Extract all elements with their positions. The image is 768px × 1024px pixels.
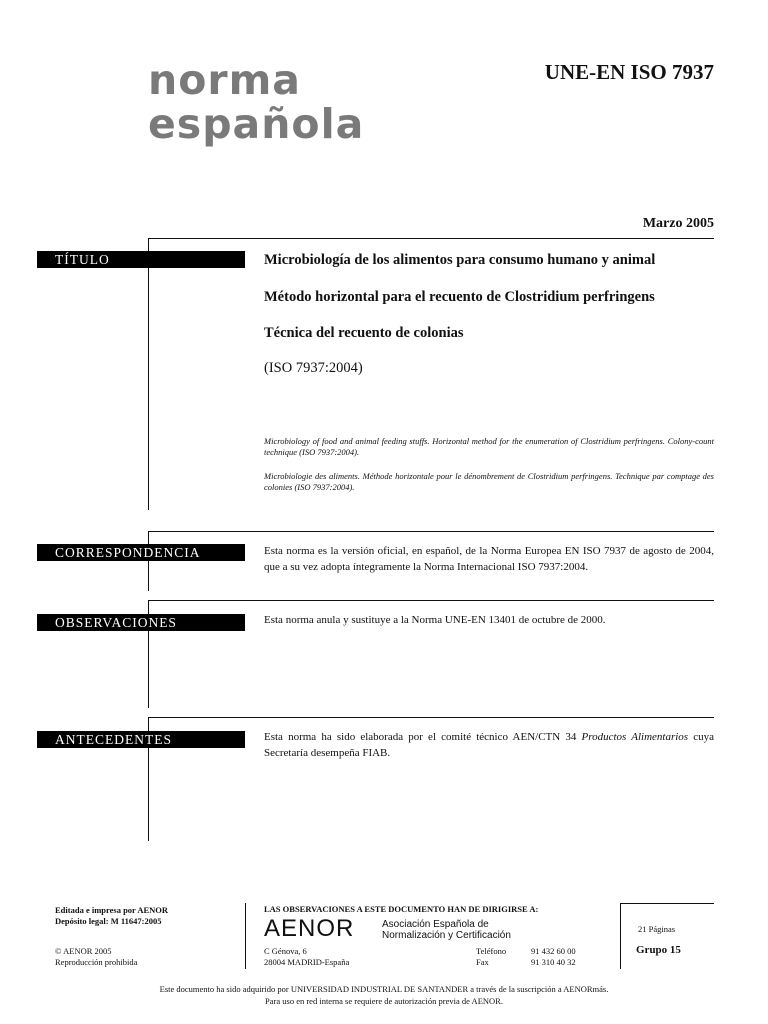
title-line-3: Técnica del recuento de colonias: [264, 325, 464, 341]
label-correspondencia: CORRESPONDENCIA: [37, 544, 245, 561]
title-french: Microbiologie des aliments. Méthode horizontale pour le dénombrement de Clostridium perfringens. Technique par comptage des colonies (ISO 7937:2004).: [264, 471, 714, 492]
footer-pages-rule: [620, 903, 621, 969]
footer-fax: 91 310 40 32: [531, 957, 576, 967]
standard-code: UNE-EN ISO 7937: [544, 60, 714, 84]
divider-titulo: [148, 238, 714, 239]
footer-pages: 21 Páginas: [638, 924, 676, 934]
aenor-subtitle-line-1: Asociación Española de: [382, 919, 489, 930]
footer-copyright: © AENOR 2005: [55, 946, 112, 956]
label-observaciones: OBSERVACIONES: [37, 614, 245, 631]
footer-phone-label: Teléfono: [476, 946, 507, 956]
publication-date: Marzo 2005: [642, 216, 714, 231]
footer-reproduction: Reproducción prohibida: [55, 957, 138, 967]
aenor-subtitle-line-2: Normalización y Certificación: [382, 930, 511, 941]
brand-line-2: española: [148, 100, 365, 148]
footer-group: Grupo 15: [636, 944, 681, 956]
title-iso-ref: (ISO 7937:2004): [264, 360, 363, 376]
brand-title: [148, 58, 364, 146]
footer-pages-top-rule: [620, 903, 714, 904]
footer-deposit: Depósito legal: M 11647:2005: [55, 916, 162, 926]
title-line-2: Método horizontal para el recuento de Clostridium perfringens: [264, 289, 655, 305]
divider-correspondencia: [148, 531, 714, 532]
antecedentes-text: [264, 729, 714, 761]
footer-address-1: C Génova, 6: [264, 946, 307, 956]
label-antecedentes: ANTECEDENTES: [37, 731, 245, 748]
vertical-rule-titulo: [148, 238, 149, 510]
vertical-rule-correspondencia: [148, 531, 149, 591]
footer-divider-left: [245, 903, 246, 969]
footer-fax-label: Fax: [476, 957, 489, 967]
title-line-1: Microbiología de los alimentos para consumo humano y animal: [264, 252, 656, 268]
observaciones-text: Esta norma anula y sustituye a la Norma UNE-EN 13401 de octubre de 2000.: [264, 614, 606, 626]
aenor-logo: AENOR: [264, 915, 355, 942]
footer-edited: Editada e impresa por AENOR: [55, 905, 169, 915]
antecedentes-committee: Productos Alimentarios: [581, 731, 689, 743]
acquisition-note-line-1: Este documento ha sido adquirido por UNIVERSIDAD INDUSTRIAL DE SANTANDER a través de la suscripción a AENORmás.: [159, 984, 609, 994]
aenor-subtitle: [382, 919, 511, 941]
correspondencia-text: Esta norma es la versión oficial, en español, de la Norma Europea EN ISO 7937 de agosto de 2004, que a su vez adopta íntegramente la Norma Internacional ISO 7937:2004.: [264, 545, 714, 573]
antecedentes-text-end: cuya Secretaría desempeña FIAB.: [264, 731, 714, 759]
brand-line-1: norma: [148, 56, 301, 104]
footer-address-2: 28004 MADRID-España: [264, 957, 350, 967]
label-titulo: TÍTULO: [37, 251, 245, 268]
acquisition-note-line-2: Para uso en red interna se requiere de autorización previa de AENOR.: [265, 996, 503, 1006]
footer-observations-heading: LAS OBSERVACIONES A ESTE DOCUMENTO HAN DE DIRIGIRSE A:: [264, 904, 539, 914]
antecedentes-text-start: Esta norma ha sido elaborada por el comité técnico AEN/CTN 34: [264, 731, 582, 743]
divider-antecedentes: [148, 717, 714, 718]
title-english: Microbiology of food and animal feeding stuffs. Horizontal method for the enumeration of Clostridium perfringens. Colony-count technique (ISO 7937:2004).: [264, 436, 714, 457]
footer-phone: 91 432 60 00: [531, 946, 576, 956]
divider-observaciones: [148, 600, 714, 601]
